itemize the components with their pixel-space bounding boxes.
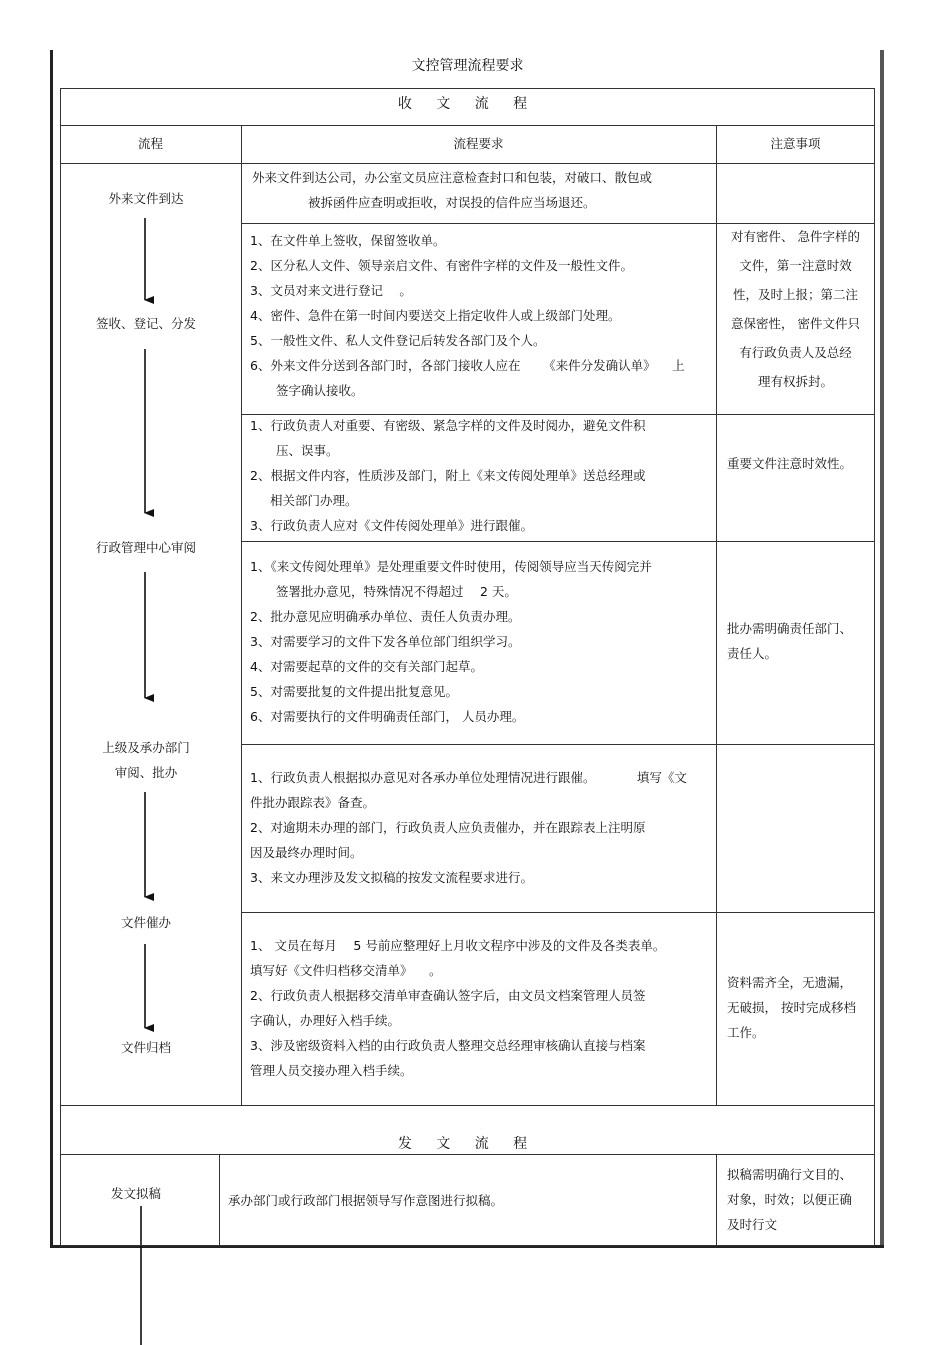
send-section-title: 发 文 流 程 <box>397 1136 538 1152</box>
requirement-line: 3、涉及密级资料入档的由行政负责人整理交总经理审核确认直接与档案 <box>250 1038 646 1053</box>
requirement-cell <box>250 933 712 1083</box>
note-line: 文件，第一注意时效 <box>739 258 852 273</box>
column-divider <box>716 1154 717 1246</box>
note-cell <box>727 451 872 476</box>
requirement-line: 3、文员对来文进行登记 。 <box>250 283 412 298</box>
note-line: 有行政负责人及总经 <box>739 345 852 360</box>
requirement-cell <box>250 413 712 538</box>
requirement-cell <box>250 765 712 890</box>
requirement-cell <box>228 1188 708 1213</box>
note-line: 资料需齐全，无遗漏， <box>727 975 853 990</box>
receive-section-title: 收 文 流 程 <box>397 96 538 112</box>
requirement-line: 3、对需要学习的文件下发各单位部门组织学习。 <box>250 634 521 649</box>
requirement-line: 签署批办意见，特殊情况不得超过 2 天。 <box>276 584 517 599</box>
note-line: 无破损， 按时完成移档 <box>727 1000 856 1015</box>
note-line: 对象，时效；以便正确 <box>727 1192 853 1207</box>
note-line: 性，及时上报；第二注 <box>732 287 858 302</box>
note-line: 对有密件、 急件字样的 <box>731 229 860 244</box>
requirement-line: 字确认，办理好入档手续。 <box>250 1013 401 1028</box>
requirement-line: 管理人员交接办理入档手续。 <box>250 1063 413 1078</box>
flow-step: 上级及承办部门 <box>102 740 190 755</box>
note-line: 及时行文 <box>727 1217 778 1232</box>
note-line: 意保密性， 密件文件只 <box>731 316 860 331</box>
note-line: 理有权拆封。 <box>757 374 833 389</box>
flow-step: 发文拟稿 <box>110 1186 161 1201</box>
requirement-line: 4、对需要起草的文件的交有关部门起草。 <box>250 659 483 674</box>
flow-step: 行政管理中心审阅 <box>95 540 196 555</box>
requirement-line: 2、行政负责人根据移交清单审查确认签字后，由文员文档案管理人员签 <box>250 988 646 1003</box>
flow-step: 审阅、批办 <box>114 765 178 780</box>
note-cell <box>727 616 872 666</box>
requirement-line: 6、对需要执行的文件明确责任部门， 人员办理。 <box>250 709 525 724</box>
requirement-line: 因及最终办理时间。 <box>250 845 363 860</box>
requirement-line: 2、批办意见应明确承办单位、责任人负责办理。 <box>250 609 521 624</box>
requirement-line: 3、来文办理涉及发文拟稿的按发文流程要求进行。 <box>250 870 533 885</box>
requirement-line: 5、对需要批复的文件提出批复意见。 <box>250 684 458 699</box>
note-cell <box>727 970 872 1045</box>
requirement-line: 2、区分私人文件、领导亲启文件、有密件字样的文件及一般性文件。 <box>250 258 633 273</box>
requirement-line: 外来文件到达公司，办公室文员应注意检查封口和包装，对破口、散包或 <box>252 170 653 185</box>
requirement-line: 1、行政负责人对重要、有密级、紧急字样的文件及时阅办，避免文件积 <box>250 418 646 433</box>
requirement-cell <box>250 554 712 729</box>
header-requirements: 流程要求 <box>453 136 504 151</box>
note-line: 拟稿需明确行文目的、 <box>727 1167 853 1182</box>
flow-step: 文件归档 <box>120 1040 171 1055</box>
requirement-line: 4、密件、急件在第一时间内要送交上指定收件人或上级部门处理。 <box>250 308 621 323</box>
flow-step: 外来文件到达 <box>108 191 184 206</box>
requirement-line: 压、误事。 <box>276 443 339 458</box>
flow-step: 文件催办 <box>120 915 171 930</box>
requirement-line: 件批办跟踪表》备查。 <box>250 795 376 810</box>
requirement-line: 2、根据文件内容，性质涉及部门，附上《来文传阅处理单》送总经理或 <box>250 468 646 483</box>
requirement-line: 承办部门或行政部门根据领导写作意图进行拟稿。 <box>228 1193 504 1208</box>
requirement-cell <box>250 228 712 403</box>
requirement-line: 3、行政负责人应对《文件传阅处理单》进行跟催。 <box>250 518 533 533</box>
requirement-line: 相关部门办理。 <box>270 493 358 508</box>
requirement-cell <box>252 165 712 215</box>
row-divider <box>60 1154 875 1155</box>
requirement-line: 2、对逾期未办理的部门，行政负责人应负责催办，并在跟踪表上注明原 <box>250 820 646 835</box>
document-title: 文控管理流程要求 <box>411 58 524 74</box>
flow-step: 签收、登记、分发 <box>95 316 196 331</box>
requirement-line: 5、一般性文件、私人文件登记后转发各部门及个人。 <box>250 333 546 348</box>
note-line: 责任人。 <box>727 646 778 661</box>
note-line: 重要文件注意时效性。 <box>727 456 853 471</box>
requirement-line: 6、外来文件分送到各部门时，各部门接收人应在 《来件分发确认单》 上 <box>250 358 685 373</box>
header-notes: 注意事项 <box>770 136 821 151</box>
requirement-line: 1、 文员在每月 5 号前应整理好上月收文程序中涉及的文件及各类表单。 <box>250 938 666 953</box>
note-line: 批办需明确责任部门、 <box>727 621 853 636</box>
requirement-line: 1、《来文传阅处理单》是处理重要文件时使用，传阅领导应当天传阅完并 <box>250 559 652 574</box>
note-cell <box>727 1162 872 1237</box>
header-flow: 流程 <box>137 136 163 151</box>
requirement-line: 签字确认接收。 <box>276 383 364 398</box>
requirement-line: 填写好《文件归档移交清单》 。 <box>250 963 442 978</box>
requirement-line: 被拆函件应查明或拒收，对误投的信件应当场退还。 <box>308 195 596 210</box>
requirement-line: 1、在文件单上签收，保留签收单。 <box>250 233 446 248</box>
note-line: 工作。 <box>727 1025 765 1040</box>
note-cell <box>718 222 873 396</box>
requirement-line: 1、行政负责人根据拟办意见对各承办单位处理情况进行跟催。 填写《文 <box>250 770 687 785</box>
